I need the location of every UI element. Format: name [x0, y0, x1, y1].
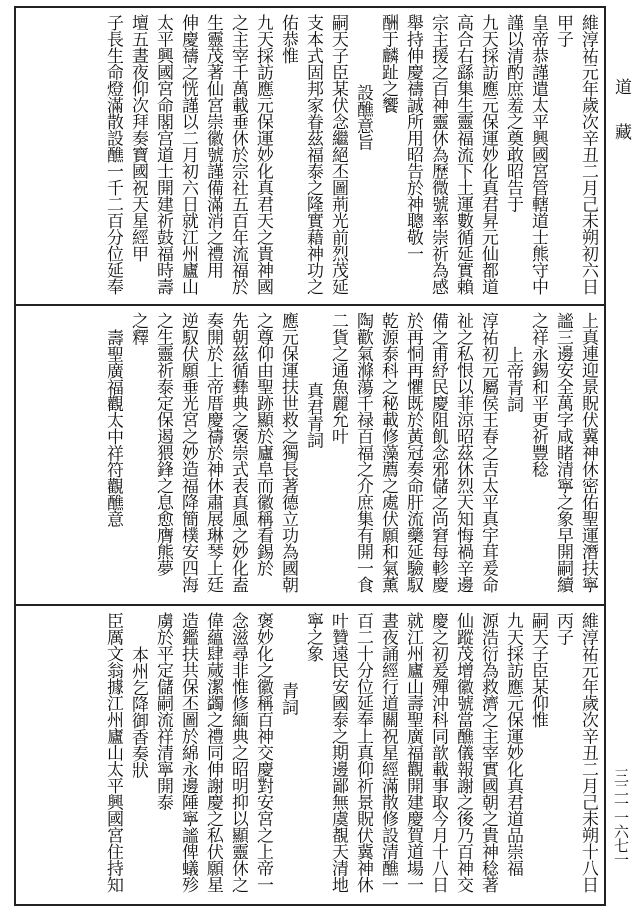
text-column: 之祥永錫和平更祈豐稔	[528, 312, 548, 477]
text-column: 先朝茲循彝典之褒崇式表真風之妙化盍	[228, 312, 248, 593]
text-column: 晝夜誦經行道關祝星經滿散修設清醮一	[378, 612, 398, 893]
text-column: 備之甫紓民慶阻飢念邪儲之尚窘每軫慶	[428, 312, 448, 593]
text-column: 源浩衍為救濟之主宰實國朝之貴神稔著	[478, 612, 498, 893]
text-column: 叶贊遠民安國泰之期邊鄙無虞覩天清地	[328, 612, 348, 893]
text-column: 佑恭惟	[278, 14, 298, 64]
text-column: 維淳祐元年歲次辛丑二月己未朔初六日	[578, 14, 598, 295]
text-column: 高合右繇集生靈福流下土運數循延實賴	[453, 14, 473, 295]
text-column: 子長生命燈滿散設醮一千二百分位延奉	[103, 14, 123, 295]
text-column: 生靈茂著仙宮崇徽號謹備滿消之禮用	[203, 14, 223, 278]
text-column: 造鑑扶共保丕圖於綿永邊陲寧謐俾蟻殄	[178, 612, 198, 893]
text-column: 應元保運扶世救之獨長著德立功為國朝	[278, 312, 298, 593]
page-frame	[14, 6, 606, 906]
text-column: 於再恫再懼既於黃冠奏命肝流藥延驗馭	[403, 312, 423, 593]
text-column: 仙蹤茂增徽號當醮儀報謝之後乃百神交	[453, 612, 473, 893]
text-block-lower	[16, 606, 604, 904]
text-column: 上帝青詞	[503, 346, 523, 412]
text-column: 本州乞降御香奏狀	[128, 646, 148, 778]
column-group	[22, 612, 598, 898]
text-column: 酬于麟趾之饗	[378, 14, 398, 113]
text-column: 之生靈祈泰定保遏猥鋒之息愈膺熊夢	[153, 312, 173, 576]
text-column: 謐三邊安全萬字咸睹清寧之象早開嗣續	[553, 312, 573, 593]
text-column: 壇五晝夜仰次拜奏寶國祝天星經甲	[128, 14, 148, 262]
text-column: 嗣天子臣某仰惟	[528, 612, 548, 728]
text-column: 百二十分位延奉上真仰祈景貺伏冀神休	[353, 612, 373, 893]
text-column: 逆馭伏願垂光宮之妙造福降簡樸安四海	[178, 312, 198, 593]
text-column: 慶之初爰殫沖科同歆載事取今月十八日	[428, 612, 448, 893]
text-column: 奏開於上帝厝慶禱於神休肅展琳琴上廷	[203, 312, 223, 593]
text-column: 舉持伸慶禱誠所用昭告於神聰敬一	[403, 14, 423, 262]
text-column: 九天採訪應元保運妙化真君昇元仙都道	[478, 14, 498, 295]
text-column: 寧之象	[303, 612, 323, 662]
text-column: 支本式固邦家眷茲福泰之隆實藉神功之	[303, 14, 323, 295]
text-column: 謹以清酌庶羞之奠敢昭告于	[503, 14, 523, 212]
text-column: 皇帝恭謹遣太平興國宮管轄道士熊守中	[528, 14, 548, 295]
text-column: 伸慶禱之恍謹以二月初六日就江州廬山	[178, 14, 198, 295]
page-number: 三二一一六七一	[612, 768, 630, 866]
text-column: 九天採訪應元保運妙化真君道品崇福	[503, 612, 523, 876]
text-column: 上真連迎景貺伏冀神休密佑聖運潛扶寧	[578, 312, 598, 593]
column-group	[22, 312, 598, 598]
text-column: 設醮意旨	[353, 84, 373, 150]
text-column: 偉蘊肆蒇潔蠲之禮同伸謝慶之私伏願星	[203, 612, 223, 893]
text-column: 之尊仰由聖跡顯於廬阜而徽稱看錫於	[253, 312, 273, 576]
text-column: 太平興國宮命閣宫道士開建祈鼓福時壽	[153, 14, 173, 295]
text-column: 真君青詞	[303, 382, 323, 448]
text-column: 褒妙化之徽稱百神交慶對安宮之上帝一	[253, 612, 273, 893]
text-block-upper	[16, 8, 604, 306]
text-column: 虜於平定儲嗣流祥清寧開泰	[153, 612, 173, 810]
text-column: 就江州廬山壽聖廣福觀開建慶賀道場一	[403, 612, 423, 893]
text-column: 之主宰千萬載垂休於宗社五百年流福於	[228, 14, 248, 295]
text-column: 祉之私恨以菲涼昭茲休烈天知悔禍辛邊	[453, 312, 473, 593]
text-column: 乾源泰科之秘載修藻薦之處伏願和氣薰	[378, 312, 398, 593]
text-column: 二貨之通魚麗允叶	[328, 312, 348, 444]
text-column: 青詞	[278, 682, 298, 715]
text-column: 臣厲文翁據江州廬山太平興國宮住持知	[103, 612, 123, 893]
text-column: 念滋尋非惟修緬典之昭明抑以顯靈休之	[228, 612, 248, 893]
text-block-middle	[16, 306, 604, 606]
text-column: 壽聖廣福觀太中祥符觀醮意	[103, 329, 123, 527]
column-group	[22, 14, 598, 298]
text-column: 丙子	[553, 612, 573, 645]
text-column: 陶歡氣滌蕩千禄百福之介庶集有開一食	[353, 312, 373, 593]
text-column: 九天採訪應元保運妙化真君天之貴神國	[253, 14, 273, 295]
text-column: 宗主援之百神靈休為歷微號率崇祈為感	[428, 14, 448, 295]
text-column: 淳祐初元屬侯王春之吉太平真宇茸爰命	[478, 312, 498, 593]
text-column: 之釋	[128, 312, 148, 345]
text-column: 嗣天子臣某伏念繼絕丕圖荊光前烈茂延	[328, 14, 348, 295]
text-column: 維淳祐元年歲次辛丑二月己未朔十八日	[578, 612, 598, 893]
text-column: 甲子	[553, 14, 573, 47]
collection-title: 道藏	[611, 78, 631, 168]
